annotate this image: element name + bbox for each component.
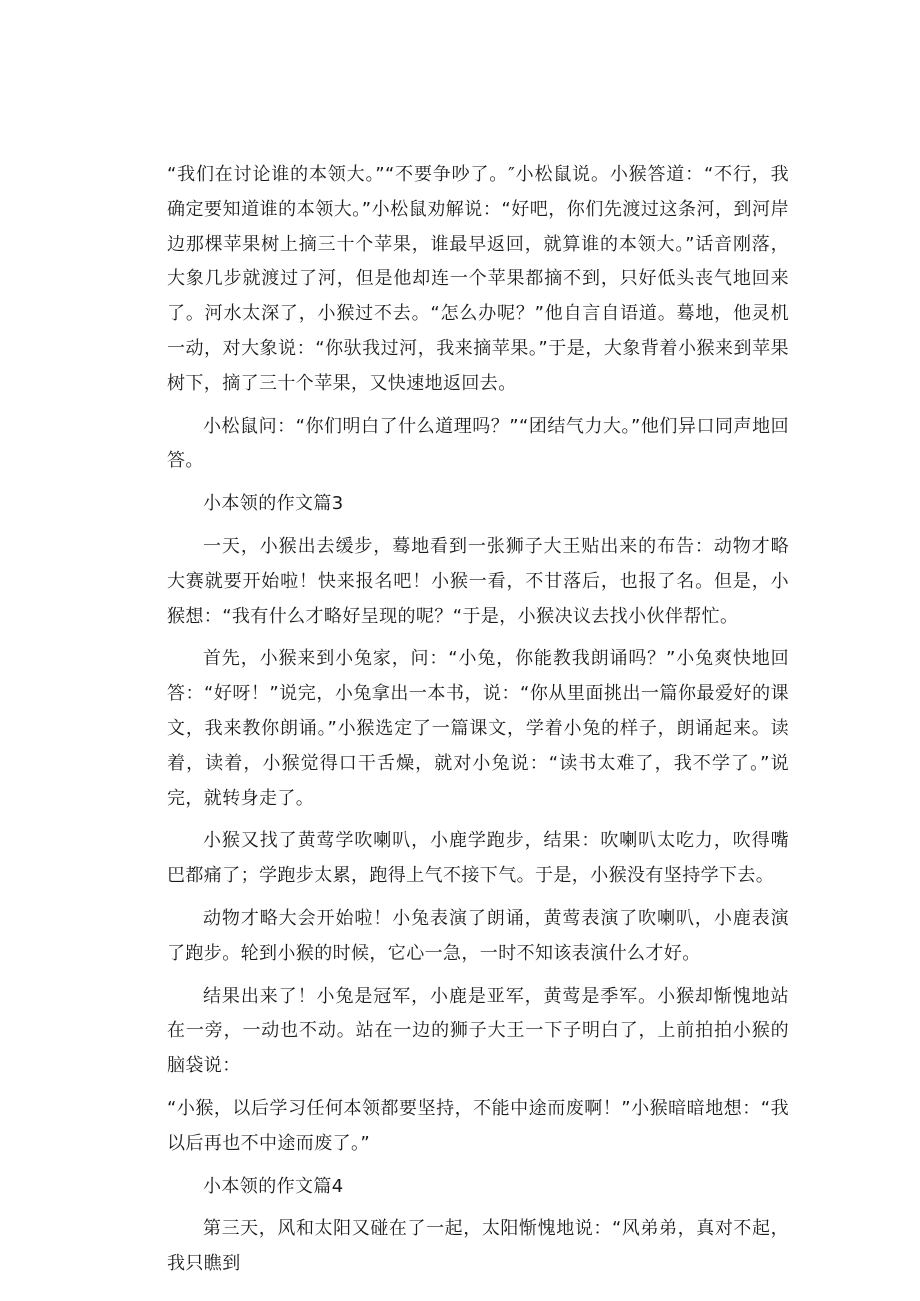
paragraph-7: 结果出来了！小兔是冠军，小鹿是亚军，黄莺是季军。小猴却惭愧地站在一旁，一动也不动。站在一边的狮子大王一下子明白了，上前拍拍小猴的脑袋说： xyxy=(167,985,789,1077)
paragraph-4: 首先，小猴来到小兔家，问：“小兔，你能教我朗诵吗？”小兔爽快地回答：“好呀！”说完，小兔拿出一本书，说：“你从里面挑出一篇你最爱好的课文，我来教你朗诵。”小猴选定了一篇课文，学着小兔的样子，朗诵起来。读着，读着，小猴觉得口干舌燥，就对小兔说：“读书太难了，我不学了。”说完，就转身走了。 xyxy=(167,648,789,809)
paragraph-2: 小松鼠问：“你们明白了什么道理吗？”“团结气力大。”他们异口同声地回答。 xyxy=(167,415,789,472)
section-heading-3: 小本领的作文篇3 xyxy=(203,493,344,515)
paragraph-6: 动物才略大会开始啦！小兔表演了朗诵，黄莺表演了吹喇叭，小鹿表演了跑步。轮到小猴的时候，它心一急，一时不知该表演什么才好。 xyxy=(167,907,789,964)
section-heading-4: 小本领的作文篇4 xyxy=(203,1175,344,1197)
paragraph-8: “小猴，以后学习任何本领都要坚持，不能中途而废啊！”小猴暗暗地想：“我以后再也不中途而废了。” xyxy=(167,1097,789,1154)
paragraph-1: “我们在讨论谁的本领大。”“不要争吵了。″小松鼠说。小猴答道：“不行，我确定要知道谁的本领大。”小松鼠劝解说：“好吧，你们先渡过这条河，到河岸边那棵苹果树上摘三十个苹果，谁最早返回，就算谁的本领大。”话音刚落，大象几步就渡过了河，但是他却连一个苹果都摘不到，只好低头丧气地回来了。河水太深了，小猴过不去。“怎么办呢？”他自言自语道。蓦地，他灵机一动，对大象说：“你驮我过河，我来摘苹果。”于是，大象背着小猴来到苹果树下，摘了三十个苹果，又快速地返回去。 xyxy=(167,164,789,394)
paragraph-5: 小猴又找了黄莺学吹喇叭，小鹿学跑步，结果：吹喇叭太吃力，吹得嘴巴都痛了；学跑步太累，跑得上气不接下气。于是，小猴没有坚持学下去。 xyxy=(167,830,789,887)
document-body xyxy=(167,158,789,1290)
paragraph-9: 第三天，风和太阳又碰在了一起，太阳惭愧地说：“风弟弟，真对不起，我只瞧到 xyxy=(167,1218,789,1275)
paragraph-3: 一天，小猴出去缓步，蓦地看到一张狮子大王贴出来的布告：动物才略大赛就要开始啦！快来报名吧！小猴一看，不甘落后，也报了名。但是，小猴想：“我有什么才略好呈现的呢？“于是，小猴决议去找小伙伴帮忙。 xyxy=(167,535,789,627)
